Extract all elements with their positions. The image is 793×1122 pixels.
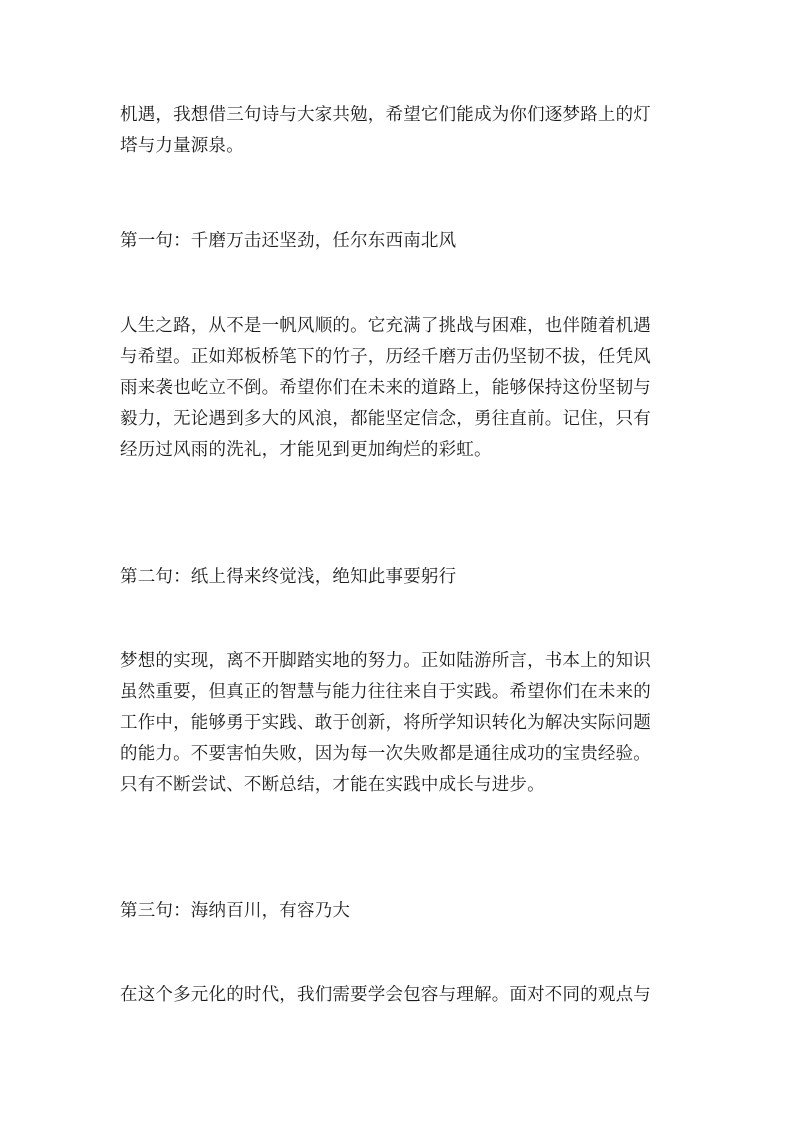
text-line: 人生之路，从不是一帆风顺的。它充满了挑战与困难，也伴随着机遇 <box>120 316 651 336</box>
text-line: 塔与力量源泉。 <box>120 136 244 156</box>
text-line: 工作中，能够勇于实践、敢于创新，将所学知识转化为解决实际问题 <box>120 713 651 733</box>
heading-second-verse <box>120 562 680 593</box>
intro-paragraph <box>120 100 680 162</box>
text-line: 在这个多元化的时代，我们需要学会包容与理解。面对不同的观点与 <box>120 985 651 1005</box>
paragraph-second-verse <box>120 646 680 801</box>
text-line: 机遇，我想借三句诗与大家共勉，希望它们能成为你们逐梦路上的灯 <box>120 105 651 125</box>
section-heading: 第一句：千磨万击还坚劲，任尔东西南北风 <box>120 231 457 251</box>
text-line: 梦想的实现，离不开脚踏实地的努力。正如陆游所言，书本上的知识 <box>120 651 651 671</box>
heading-first-verse <box>120 226 680 257</box>
text-line: 与希望。正如郑板桥笔下的竹子，历经千磨万击仍坚韧不拔，任凭风 <box>120 347 651 367</box>
paragraph-third-verse <box>120 980 680 1011</box>
text-line: 只有不断尝试、不断总结，才能在实践中成长与进步。 <box>120 775 545 795</box>
text-line: 毅力，无论遇到多大的风浪，都能坚定信念，勇往直前。记住，只有 <box>120 409 651 429</box>
text-line: 虽然重要，但真正的智慧与能力往往来自于实践。希望你们在未来的 <box>120 682 651 702</box>
heading-third-verse <box>120 896 680 927</box>
text-line: 的能力。不要害怕失败，因为每一次失败都是通往成功的宝贵经验。 <box>120 744 651 764</box>
text-line: 雨来袭也屹立不倒。希望你们在未来的道路上，能够保持这份坚韧与 <box>120 378 651 398</box>
section-heading: 第二句：纸上得来终觉浅，绝知此事要躬行 <box>120 567 457 587</box>
section-heading: 第三句：海纳百川，有容乃大 <box>120 901 351 921</box>
text-line: 经历过风雨的洗礼，才能见到更加绚烂的彩虹。 <box>120 440 492 460</box>
paragraph-first-verse <box>120 311 680 466</box>
